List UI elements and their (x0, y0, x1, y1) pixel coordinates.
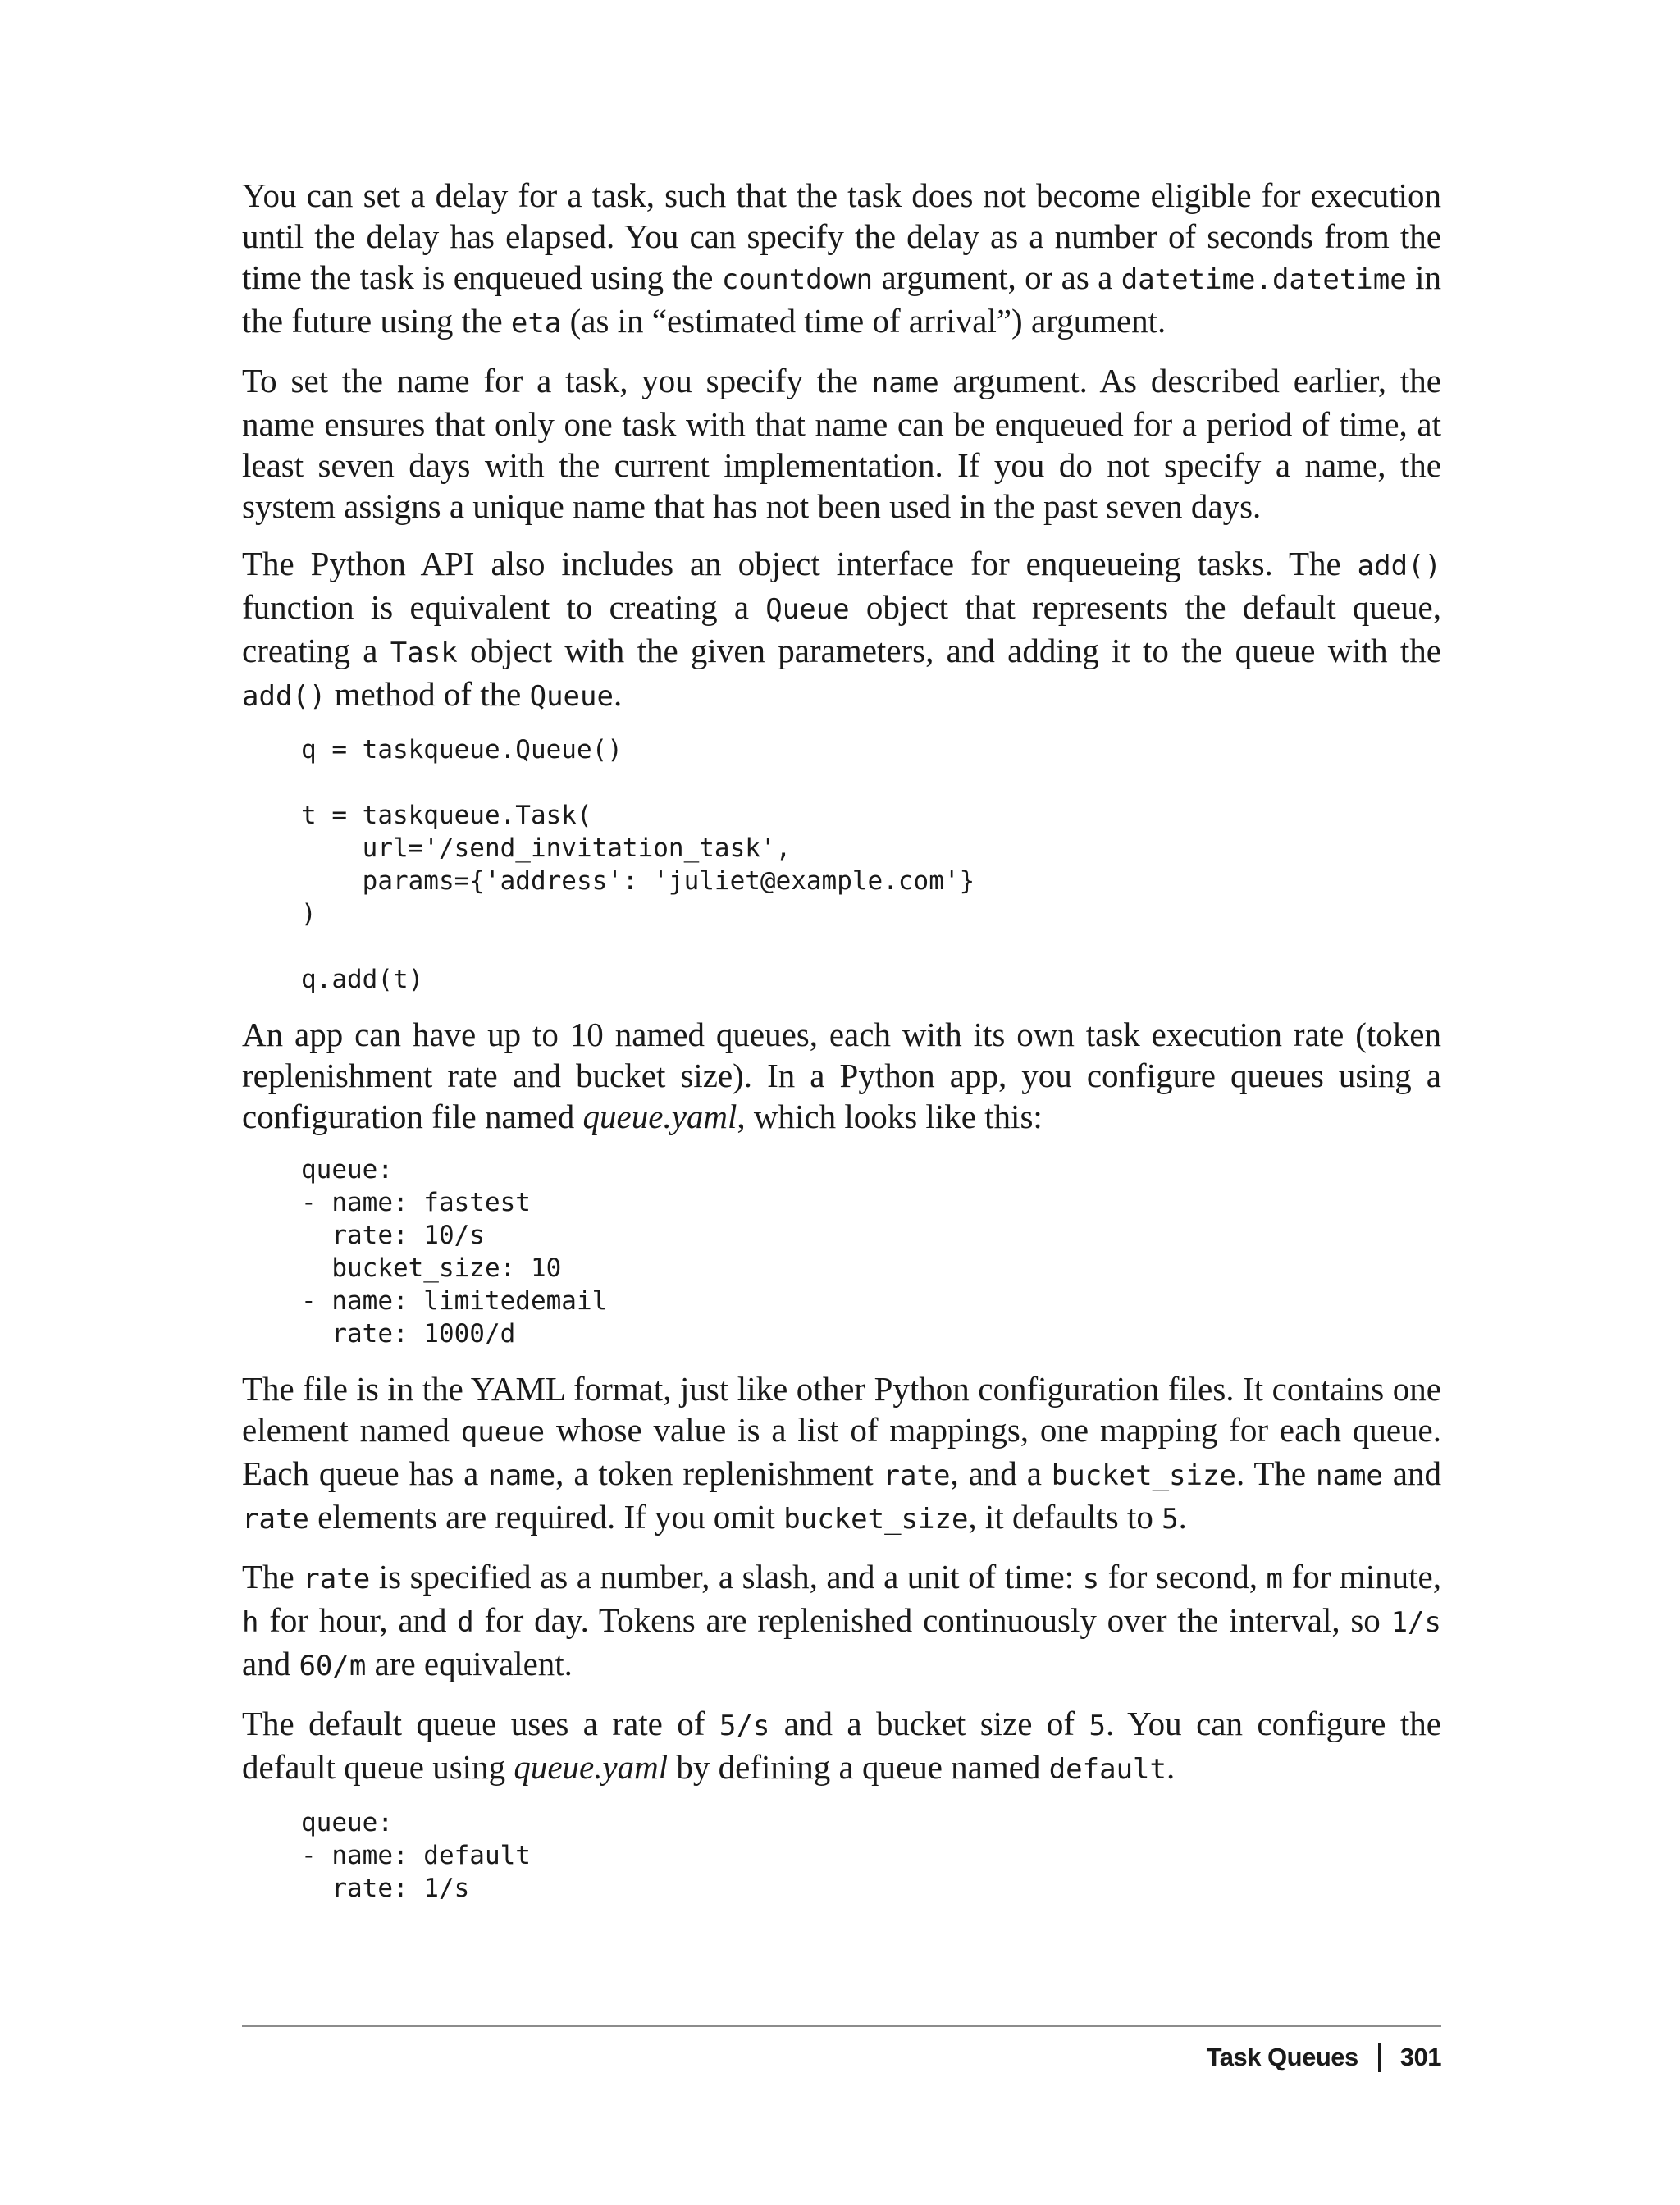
inline-code: Queue (529, 680, 614, 713)
footer-page-number: 301 (1399, 2043, 1441, 2071)
inline-code: rate (883, 1459, 951, 1492)
paragraph-yaml-format: The file is in the YAML format, just like other Python configuration files. It contains one element named queue whose value is a list of mappings, one mapping for each queue. Each queue has a name, a token replenishment rate, and a bucket_size. The name and rate elements are required. If you omit bucket_size, it defaults to 5. (242, 1370, 1441, 1536)
inline-code: countdown (721, 263, 874, 296)
page-body (242, 175, 1441, 1923)
filename: queue.yaml (582, 1098, 737, 1135)
inline-code: h (242, 1606, 259, 1639)
code-block-default-yaml: queue: - name: default rate: 1/s (301, 1808, 531, 1903)
inline-code: queue (460, 1416, 546, 1449)
inline-code: rate (303, 1563, 371, 1596)
inline-code: Queue (765, 593, 850, 626)
inline-code: datetime.datetime (1121, 263, 1407, 296)
inline-code: d (457, 1606, 474, 1639)
footer-chapter-title: Task Queues (1206, 2043, 1358, 2071)
code-block-queue-yaml: queue: - name: fastest rate: 10/s bucket_size: 10 - name: limitedemail rate: 1000/d (301, 1155, 608, 1349)
inline-code: add() (242, 680, 326, 713)
inline-code: name (488, 1459, 556, 1492)
inline-code: eta (510, 307, 562, 340)
page-footer (1207, 2043, 1441, 2072)
paragraph-task-delay: You can set a delay for a task, such that the task does not become eligible for execution until the delay has elapsed. You can specify the delay as a number of seconds from the time the task is enqueued using the countdown argument, or as a datetime.datetime in the future using the eta (as in “estimated time of arrival”) argument. (242, 176, 1441, 340)
inline-code: m (1266, 1563, 1284, 1596)
inline-code: bucket_size (783, 1503, 969, 1536)
inline-code: bucket_size (1051, 1459, 1236, 1492)
footer-separator (1378, 2043, 1381, 2072)
paragraph-rate-format: The rate is specified as a number, a slash, and a unit of time: s for second, m for minute, h for hour, and d for day. Tokens are replenished continuously over the interval, so 1/s and 60/m are equivalent. (242, 1558, 1441, 1682)
footer-divider (242, 2025, 1441, 2027)
paragraph-object-interface: The Python API also includes an object interface for enqueueing tasks. The add() function is equivalent to creating a Queue object that represents the default queue, creating a Task object with the given parameters, and adding it to the queue with the add() method of the Queue. (242, 545, 1441, 713)
inline-code: name (1316, 1459, 1383, 1492)
paragraph-named-queues: An app can have up to 10 named queues, each with its own task execution rate (token replenishment rate and bucket size). In a Python app, you configure queues using a configuration file named queue.yaml, which looks like this: (242, 1016, 1441, 1135)
inline-code: 5/s (719, 1710, 770, 1742)
inline-code: rate (242, 1503, 309, 1536)
inline-code: Task (390, 637, 458, 669)
code-block-python-example: q = taskqueue.Queue() t = taskqueue.Task( url='/send_invitation_task', params={'address': 'juliet@example.com'} ) q.add(t) (301, 735, 975, 994)
filename: queue.yaml (514, 1748, 669, 1786)
inline-code: 60/m (299, 1650, 367, 1682)
inline-code: 1/s (1390, 1606, 1441, 1639)
inline-code: 5 (1089, 1710, 1106, 1742)
paragraph-default-queue: The default queue uses a rate of 5/s and a bucket size of 5. You can configure the default queue using queue.yaml by defining a queue named default. (242, 1705, 1442, 1786)
inline-code: s (1082, 1563, 1100, 1596)
paragraph-task-name: To set the name for a task, you specify the name argument. As described earlier, the name ensures that only one task with that name can be enqueued for a period of time, at least seven days with the current implementation. If you do not specify a name, the system assigns a unique name that has not been used in the past seven days. (242, 362, 1441, 525)
inline-code: add() (1357, 550, 1441, 582)
inline-code: 5 (1162, 1503, 1179, 1536)
inline-code: name (871, 367, 939, 399)
inline-code: default (1048, 1753, 1166, 1786)
